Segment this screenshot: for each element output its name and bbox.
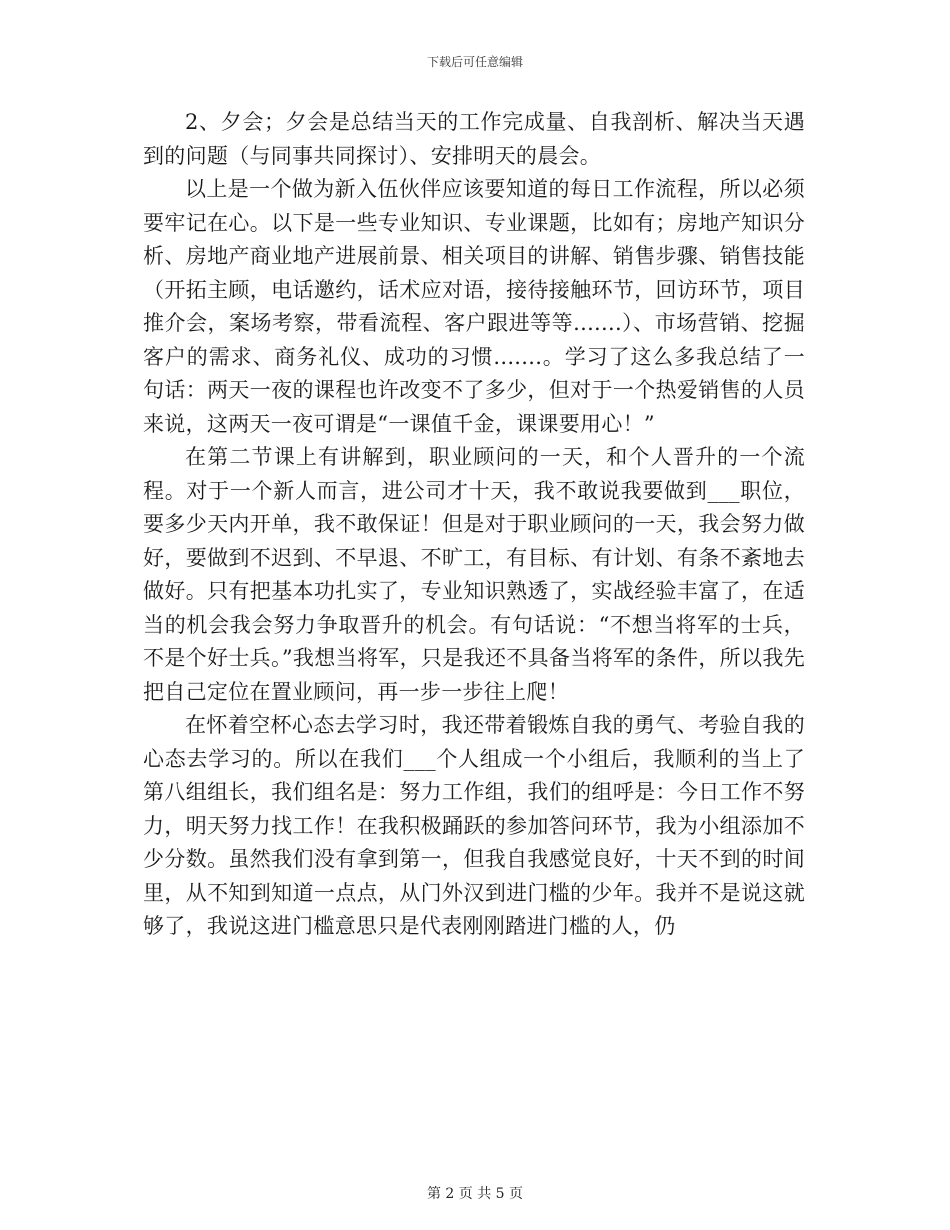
page-number-footer: 第 2 页 共 5 页 bbox=[426, 1186, 524, 1202]
paragraph-evening-meeting: 2、夕会；夕会是总结当天的工作完成量、自我剖析、解决当天遇到的问题（与同事共同探讨）、安排明天的晨会。 bbox=[143, 110, 805, 168]
page-header-note: 下载后可任意编辑 bbox=[426, 55, 523, 69]
document-body bbox=[143, 106, 805, 944]
paragraph-daily-workflow: 以上是一个做为新入伍伙伴应该要知道的每日工作流程，所以必须要牢记在心。以下是一些专业知识、专业课题，比如有；房地产知识分析、房地产商业地产进展前景、相关项目的讲解、销售步骤、销售技能（开拓主顾，电话邀约，话术应对语，接待接触环节，回访环节，项目推介会，案场考察，带看流程、客户跟进等等.......）、市场营销、挖掘客户的需求、商务礼仪、成功的习惯.......。学习了这么多我总结了一句话：两天一夜的课程也许改变不了多少，但对于一个热爱销售的人员来说，这两天一夜可谓是“一课值千金，课课要用心！” bbox=[143, 177, 805, 436]
paragraph-second-lesson: 在第二节课上有讲解到，职业顾问的一天，和个人晋升的一个流程。对于一个新人而言，进公司才十天，我不敢说我要做到___职位，要多少天内开单，我不敢保证！但是对于职业顾问的一天，我会努力做好，要做到不迟到、不早退、不旷工，有目标、有计划、有条不紊地去做好。只有把基本功扎实了，专业知识熟透了，实战经验丰富了，在适当的机会我会努力争取晋升的机会。有句话说：“不想当将军的士兵，不是个好士兵。”我想当将军，只是我还不具备当将军的条件，所以我先把自己定位在置业顾问，再一步一步往上爬！ bbox=[143, 445, 805, 704]
paragraph-empty-cup-mindset: 在怀着空杯心态去学习时，我还带着锻炼自我的勇气、考验自我的心态去学习的。所以在我们___个人组成一个小组后，我顺利的当上了第八组组长，我们组名是：努力工作组，我们的组呼是：今日工作不努力，明天努力找工作！在我积极踊跃的参加答问环节，我为小组添加不少分数。虽然我们没有拿到第一，但我自我感觉良好，十天不到的时间里，从不知到知道一点点，从门外汉到进门槛的少年。我并不是说这就够了，我说这进门槛意思只是代表刚刚踏进门槛的人，仍 bbox=[143, 713, 805, 938]
